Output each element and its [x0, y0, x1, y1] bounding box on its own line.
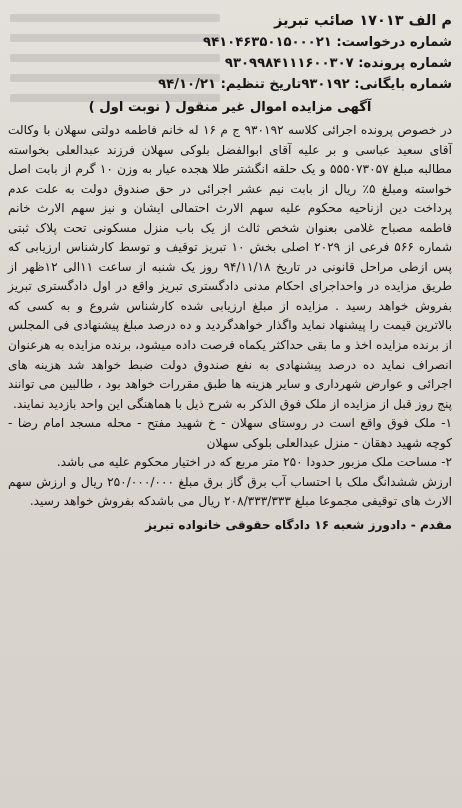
valuation-paragraph: ارزش ششدانگ ملک با احتساب آب برق گاز برق مبلغ ۲۵۰/۰۰۰/۰۰۰ ریال و ارزش سهم الارث های توقیفی مجموعا مبلغ ۲۰۸/۳۳۳/۳۳۳ ریال می باشدکه بفروش خواهد رسید. [8, 474, 452, 509]
archive-number-and-date: شماره بایگانی: ۹۳۰۱۹۲تاریخ تنظیم: ۹۴/۱۰/۲۱ [158, 77, 452, 92]
ad-code: م الف ۱۷۰۱۳ صائب تبریز [274, 13, 452, 29]
signature-line: مقدم - دادورز شعبه ۱۶ دادگاه حقوقی خانواده تبریز [145, 517, 452, 532]
notice-header [8, 10, 452, 95]
main-paragraph: در خصوص پرونده اجرائی کلاسه ۹۳۰۱۹۲ ج م ۱۶ له خانم فاطمه دولتی سهلان با وکالت آقای سعید عباسی و بر علیه آقای ابوالفضل بلوکی سهلان فرزند عبدالعلی بخواسته مطالبه مبلغ ۵۵۵۰۷۳۰۵۷ و یک حلقه انگشتر طلا هجده عیار به وزن ۱۰ گرم از بابت اصل خواسته ومبلغ ۵٪ ریال از بابت نیم عشر اجرائی در حق صندوق دولت به علت عدم پرداخت دین ازناحیه محکوم علیه سهم الارث احتمالی ایشان و نیز سهم الارث خانم فاطمه مصباح غلامی بعنوان شخص ثالث از یک باب منزل مسکونی تحت پلاک ثبتی شماره ۵۶۶ فرعی از ۲۰۲۹ اصلی بخش ۱۰ تبریز توقیف و توسط کارشناس ارزیابی که پس ازطی مراحل قانونی در تاریخ ۹۴/۱۱/۱۸ روز یک شنبه از ساعت ۱۱الی ۱۲ظهر از طریق مزایده در واحداجرای احکام مدنی دادگستری تبریز واقع در اول دادگستری تبریز بفروش خواهد رسید . مزایده از مبلغ ارزیابی شده کارشناس شروع و به کسی که بالاترین قیمت را پیشنهاد نماید واگذار خواهدگردید و ده درصد مبلغ پیشنهادی فی المجلس از برنده مزایده اخذ و ما بقی حداکثر یکماه فرصت داده میشود، برنده مزایده به هرعنوان انصراف نماید ده درصد پیشنهادی به نفع صندوق دولت ضبط خواهد شد هزینه های اجرائی و عوارض شهرداری و سایر هزینه ها طبق مقررات خواهد بود ، طالبین می توانند پنج روز قبل از مزایده از ملک فوق الذکر به شرح ذیل با هماهنگی این واحد بازدید نمایند. [8, 123, 452, 411]
notice-title: آگهی مزایده اموال غیر منقول ( نوبت اول ) [88, 100, 372, 115]
case-number: شماره پرونده: ۹۳۰۹۹۸۴۱۱۱۶۰۰۳۰۷ [224, 56, 452, 71]
property-item-location: ۱- ملک فوق واقع است در روستای سهلان - خ شهید مفتح - محله مسجد امام رضا - کوچه شهید دهقان - منزل عبدالعلی بلوکی سهلان [8, 416, 452, 450]
property-item-area: ۲- مساحت ملک مزبور حدودا ۲۵۰ متر مربع که در اختیار محکوم علیه می باشد. [56, 455, 452, 470]
request-number: شماره درخواست: ۹۴۱۰۴۶۳۵۰۱۵۰۰۰۲۱ [203, 35, 452, 50]
